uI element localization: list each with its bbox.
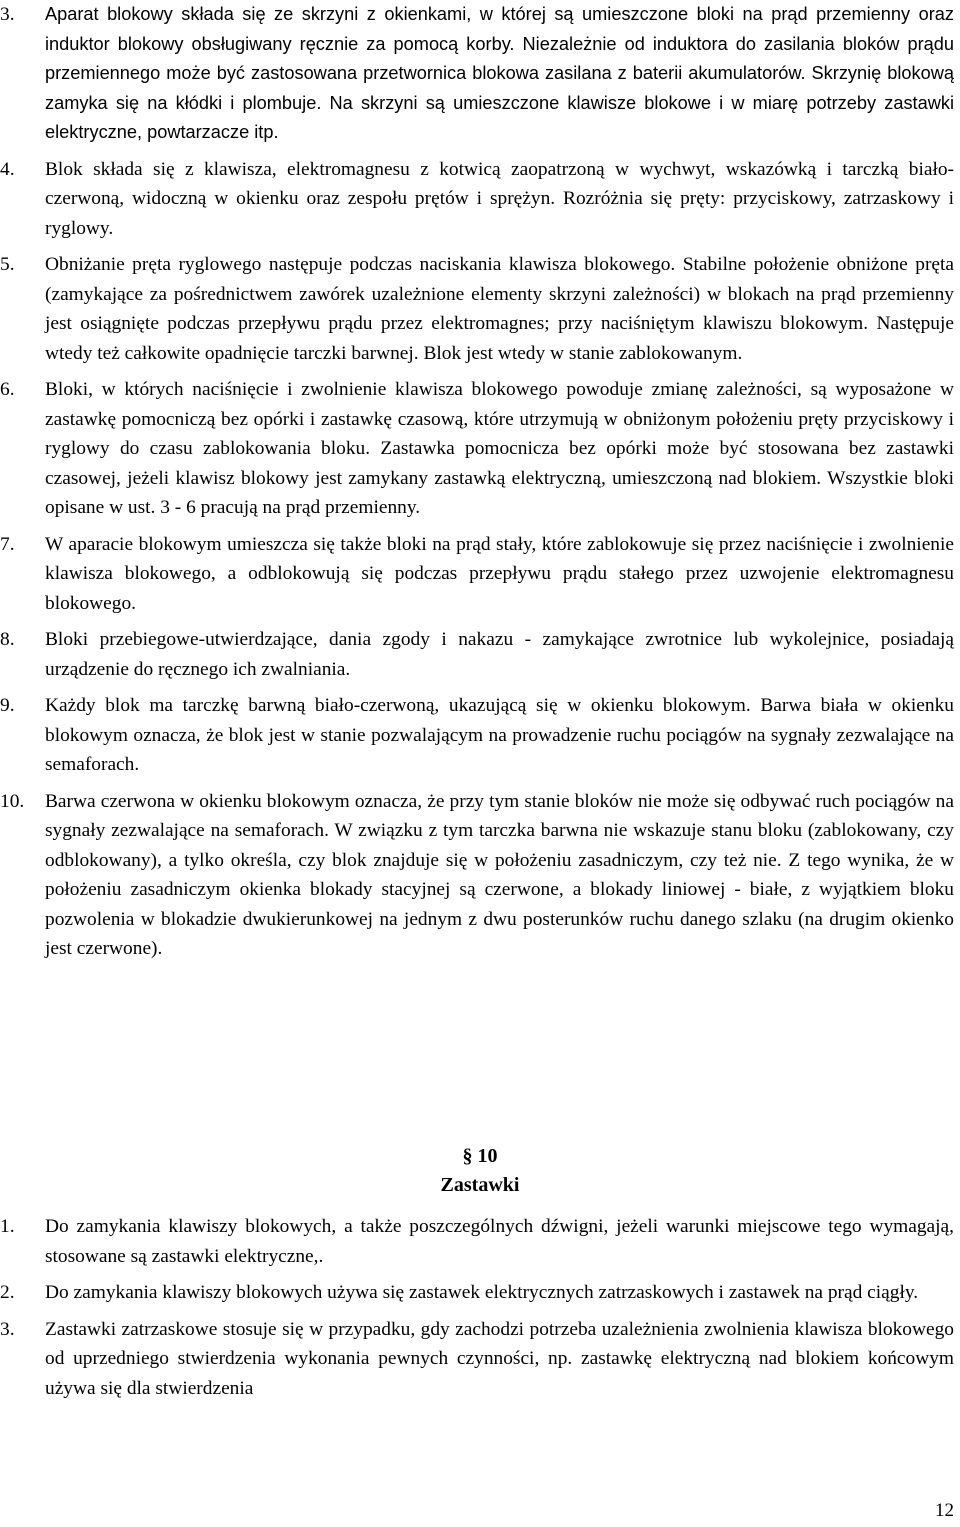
item-text: Każdy blok ma tarczkę barwną biało-czerwoną, ukazującą się w okienku blokowym. Barwa biała w okienku blokowym oznacza, że blok jest w stanie pozwalającym na prowadzenie ruchu pociągów na sygnały zezwalające na semaforach. — [45, 695, 954, 775]
paragraph-item-4 — [0, 155, 960, 244]
item-text: Blok składa się z klawisza, elektromagnesu z kotwicą zaopatrzoną w wychwyt, wskazówką i tarczką biało-czerwoną, widoczną w okienku oraz zespołu prętów i sprężyn. Rozróżnia się pręty: przyciskowy, zatrzaskowy i ryglowy. — [45, 158, 954, 239]
item-number: 3. — [0, 1318, 15, 1340]
paragraph-item-10 — [0, 787, 960, 964]
item-number: 8. — [0, 629, 15, 650]
item-number: 2. — [0, 1282, 15, 1303]
paragraph-item-1 — [0, 1212, 960, 1271]
item-number: 1. — [0, 1216, 15, 1237]
numbered-list-zastawki — [0, 1212, 960, 1410]
paragraph-item-6 — [0, 375, 960, 523]
item-text: Barwa czerwona w okienku blokowym oznacza, że przy tym stanie bloków nie może się odbywać ruch pociągów na sygnały zezwalające na semaforach. W związku z tym tarczka barwna nie wskazuje stanu bloku (zablokowany, czy odblokowany), a tylko określa, czy blok znajduje się w położeniu zasadniczym, czy też nie. Z tego wynika, że w położeniu zasadniczym okienka blokady stacyjnej są czerwone, a blokady liniowej - białe, z wyjątkiem bloku pozwolenia w blokadzie dwukierunkowej na jednym z dwu posterunków ruchu danego szlaku (na drugim okienko jest czerwone). — [45, 790, 954, 959]
section-number-heading: § 10 — [462, 1145, 498, 1167]
item-number: 7. — [0, 533, 15, 555]
section-title: Zastawki — [440, 1174, 520, 1196]
item-text: Zastawki zatrzaskowe stosuje się w przypadku, gdy zachodzi potrzeba uzależnienia zwolnienia klawisza blokowego od uprzedniego stwierdzenia wykonania pewnych czynności, np. zastawkę elektryczną nad blokiem końcowym używa się dla stwierdzenia — [45, 1318, 954, 1399]
item-text: Do zamykania klawiszy blokowych używa się zastawek elektrycznych zatrzaskowych i zastawek na prąd ciągły. — [45, 1282, 919, 1303]
item-text: Aparat blokowy składa się ze skrzyni z okienkami, w której są umieszczone bloki na prąd przemienny oraz induktor blokowy obsługiwany ręcznie za pomocą korby. Niezależnie od induktora do zasilania bloków prądu przemiennego może być zastosowana przetwornica blokowa zasilana z baterii akumulatorów. Skrzynię blokową zamyka się na kłódki i plombuje. Na skrzyni są umieszczone klawisze blokowe i w miarę potrzeby zastawki elektryczne, powtarzacze itp. — [45, 4, 954, 142]
paragraph-item-3b — [0, 1315, 960, 1404]
paragraph-item-3 — [0, 0, 960, 148]
paragraph-item-8 — [0, 625, 960, 684]
page-number: 12 — [935, 1500, 954, 1521]
item-number: 4. — [0, 158, 15, 180]
item-number: 6. — [0, 379, 15, 400]
item-text: Bloki przebiegowe-utwierdzające, dania zgody i nakazu - zamykające zwrotnice lub wykolejnice, posiadają urządzenie do ręcznego ich zwalniania. — [45, 629, 954, 680]
paragraph-item-5 — [0, 250, 960, 368]
item-text: Bloki, w których naciśnięcie i zwolnienie klawisza blokowego powoduje zmianę zależności, są wyposażone w zastawkę pomocniczą bez opórki i zastawkę czasową, które utrzymują w obniżonym położeniu pręty przyciskowy i ryglowy do czasu zablokowania bloku. Zastawka pomocnicza bez opórki może być stosowana bez zastawki czasowej, jeżeli klawisz blokowy jest zamykany zastawką elektryczną, umieszczoną nad blokiem. Wszystkie bloki opisane w ust. 3 - 6 pracują na prąd przemienny. — [45, 379, 954, 518]
paragraph-item-9 — [0, 691, 960, 780]
paragraph-item-7 — [0, 530, 960, 619]
item-text: Obniżanie pręta ryglowego następuje podczas naciskania klawisza blokowego. Stabilne położenie obniżone pręta (zamykające za pośrednictwem zawórek uzależnione elementy skrzyni zależności) w blokach na prąd przemienny jest osiągnięte podczas przepływu prądu przez elektromagnes; przy naciśniętym klawiszu blokowym. Następuje wtedy też całkowite opadnięcie tarczki barwnej. Blok jest wtedy w stanie zablokowanym. — [45, 254, 954, 364]
item-number: 3. — [0, 4, 15, 25]
item-text: Do zamykania klawiszy blokowych, a także poszczególnych dźwigni, jeżeli warunki miejscowe tego wymagają, stosowane są zastawki elektryczne,. — [45, 1216, 954, 1267]
item-text: W aparacie blokowym umieszcza się także bloki na prąd stały, które zablokowuje się przez naciśnięcie i zwolnienie klawisza blokowego, a odblokowują się podczas przepływu prądu stałego przez uzwojenie elektromagnesu blokowego. — [45, 533, 954, 614]
item-number: 10. — [0, 790, 25, 812]
paragraph-item-2 — [0, 1278, 960, 1308]
item-number: 5. — [0, 254, 15, 275]
item-number: 9. — [0, 695, 15, 716]
